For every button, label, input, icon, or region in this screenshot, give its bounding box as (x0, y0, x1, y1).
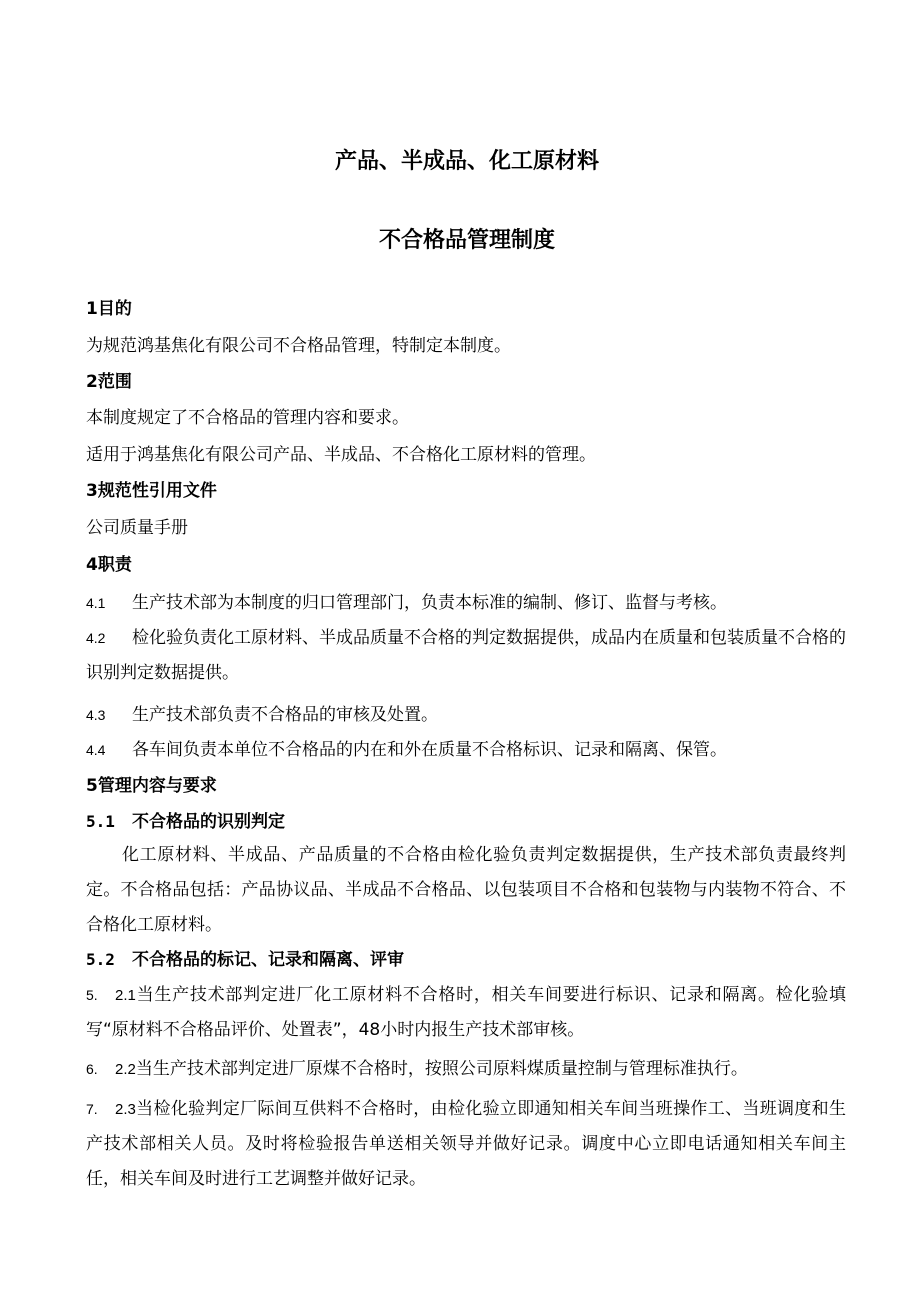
item-text: 生产技术部负责不合格品的审核及处置。 (132, 705, 438, 725)
section-2-heading: 2范围 (86, 372, 132, 392)
section-1-text: 为规范鸿基焦化有限公司不合格品管理，特制定本制度。 (86, 336, 511, 356)
item-number: 4.2 (86, 630, 106, 646)
section-3-heading: 3规范性引用文件 (86, 481, 217, 501)
subsection-5-1-heading (86, 809, 285, 835)
item-text: 生产技术部为本制度的归口管理部门，负责本标准的编制、修订、监督与考核。 (132, 593, 727, 613)
document-title-line1: 产品、半成品、化工原材料 (334, 149, 599, 174)
section-3-text: 公司质量手册 (86, 518, 188, 538)
section-2-text-2: 适用于鸿基焦化有限公司产品、半成品、不合格化工原材料的管理。 (86, 445, 596, 465)
section-4-heading: 4职责 (86, 555, 132, 575)
subsection-5-1-text: 化工原材料、半成品、产品质量的不合格由检化验负责判定数据提供，生产技术部负责最终判定。不合格品包括：产品协议品、半成品不合格品、以包装项目不合格和包装物与内装物不符合、不合格化工原材料。 (86, 845, 846, 935)
item-text: 当生产技术部判定进厂原煤不合格时，按照公司原料煤质量控制与管理标准执行。 (135, 1059, 748, 1079)
section-4-item (86, 621, 846, 691)
subsection-5-2-item (86, 1052, 846, 1087)
item-subnumber: 2.1 (115, 987, 136, 1004)
item-number: 5. (86, 987, 98, 1003)
item-text: 当检化验判定厂际间互供料不合格时，由检化验立即通知相关车间当班操作工、当班调度和生产技术部相关人员。及时将检验报告单送相关领导并做好记录。调度中心立即电话通知相关车间主任，相关车间及时进行工艺调整并做好记录。 (86, 1099, 846, 1189)
document-title-line2: 不合格品管理制度 (378, 228, 555, 253)
subsection-number: 5.1 (86, 812, 115, 831)
item-number: 7. (86, 1101, 98, 1117)
item-text: 当生产技术部判定进厂化工原材料不合格时，相关车间要进行标识、记录和隔离。检化验填写“原材料不合格品评价、处置表”，48小时内报生产技术部审核。 (86, 985, 846, 1040)
section-4-item (86, 702, 438, 728)
item-number: 4.3 (86, 707, 106, 723)
section-5-heading: 5管理内容与要求 (86, 776, 217, 796)
item-number: 6. (86, 1061, 98, 1077)
section-4-item (86, 737, 727, 763)
subsection-number: 5.2 (86, 950, 115, 969)
item-number: 4.4 (86, 742, 106, 758)
item-text: 各车间负责本单位不合格品的内在和外在质量不合格标识、记录和隔离、保管。 (132, 740, 727, 760)
section-2-text-1: 本制度规定了不合格品的管理内容和要求。 (86, 408, 409, 428)
section-1-heading: 1目的 (86, 299, 132, 319)
subsection-5-2-heading (86, 947, 404, 973)
subsection-title: 不合格品的识别判定 (132, 812, 285, 832)
subsection-5-2-item (86, 1092, 846, 1197)
item-number: 4.1 (86, 595, 106, 611)
item-subnumber: 2.2 (115, 1061, 136, 1078)
item-subnumber: 2.3 (115, 1101, 136, 1118)
subsection-title: 不合格品的标记、记录和隔离、评审 (132, 950, 404, 970)
section-4-item (86, 590, 727, 616)
item-text: 检化验负责化工原材料、半成品质量不合格的判定数据提供，成品内在质量和包装质量不合格的识别判定数据提供。 (86, 628, 846, 683)
subsection-5-2-item (86, 978, 846, 1048)
